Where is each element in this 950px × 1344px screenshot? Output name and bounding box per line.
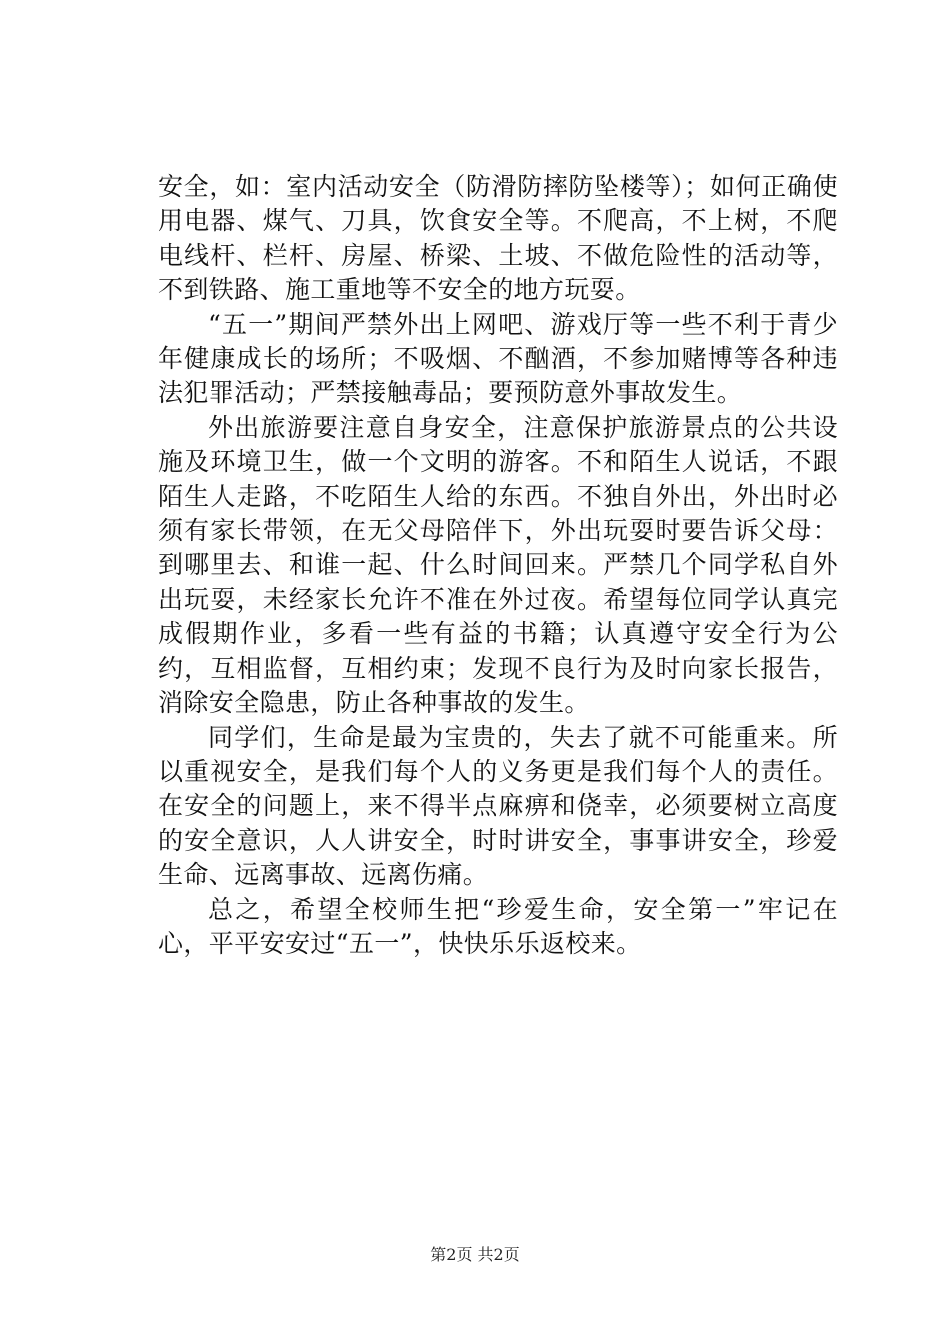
paragraph-3: 外出旅游要注意自身安全，注意保护旅游景点的公共设施及环境卫生，做一个文明的游客。不和陌生人说话，不跟陌生人走路，不吃陌生人给的东西。不独自外出，外出时必须有家长带领，在无父母陪伴下，外出玩耍时要告诉父母：到哪里去、和谁一起、什么时间回来。严禁几个同学私自外出玩耍，未经家长允许不准在外过夜。希望每位同学认真完成假期作业，多看一些有益的书籍；认真遵守安全行为公约，互相监督，互相约束；发现不良行为及时向家长报告，消除安全隐患，防止各种事故的发生。 [158, 412, 838, 718]
paragraph-4: 同学们，生命是最为宝贵的，失去了就不可能重来。所以重视安全，是我们每个人的义务更是我们每个人的责任。在安全的问题上，来不得半点麻痹和侥幸，必须要树立高度的安全意识，人人讲安全，时时讲安全，事事讲安全，珍爱生命、远离事故、远离伤痛。 [158, 722, 838, 890]
paragraph-2: “五一”期间严禁外出上网吧、游戏厅等一些不利于青少年健康成长的场所；不吸烟、不酗酒，不参加赌博等各种违法犯罪活动；严禁接触毒品；要预防意外事故发生。 [158, 309, 838, 408]
document-body [158, 170, 838, 961]
page-number-footer: 第2页 共2页 [430, 1245, 520, 1264]
paragraph-1: 安全，如：室内活动安全（防滑防摔防坠楼等）；如何正确使用电器、煤气、刀具，饮食安全等。不爬高，不上树，不爬电线杆、栏杆、房屋、桥梁、土坡、不做危险性的活动等，不到铁路、施工重地等不安全的地方玩耍。 [158, 172, 838, 305]
paragraph-5: 总之，希望全校师生把“珍爱生命，安全第一”牢记在心，平平安安过“五一”，快快乐乐返校来。 [158, 894, 838, 958]
